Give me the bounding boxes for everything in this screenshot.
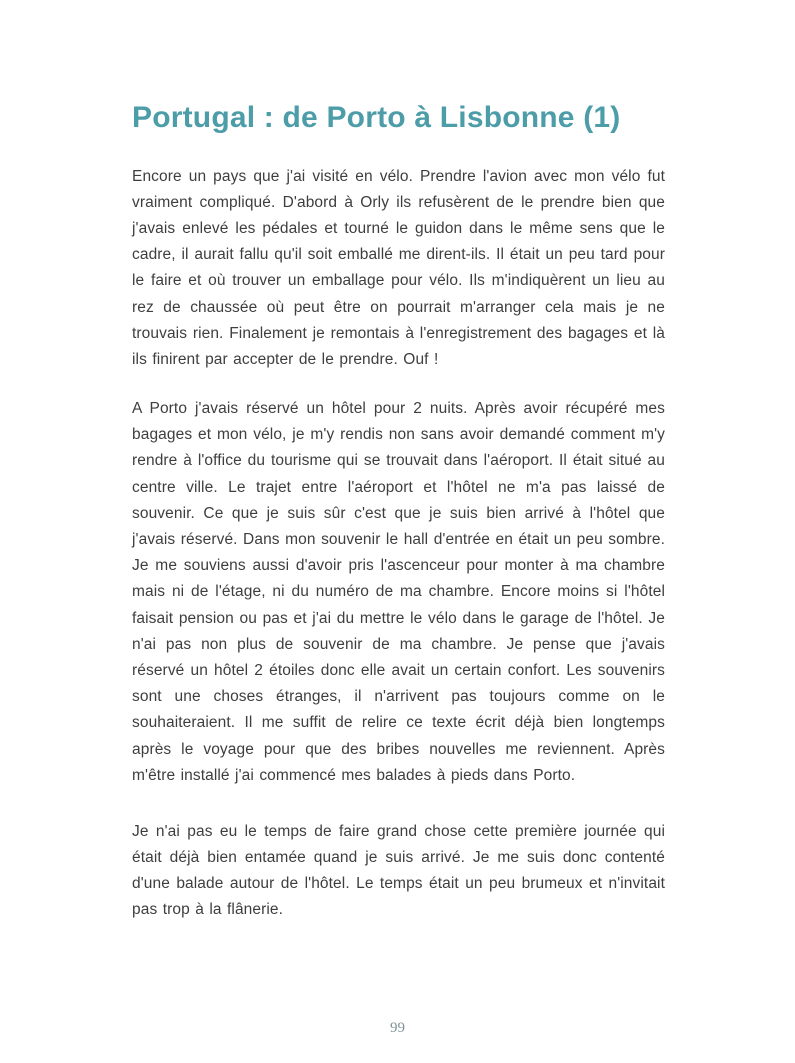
page-title: Portugal : de Porto à Lisbonne (1) xyxy=(132,101,621,134)
body-paragraph-3: Je n'ai pas eu le temps de faire grand chose cette première journée qui était déjà bien entamée quand je suis arrivé. Je me suis donc contenté d'une balade autour de l'hôtel. Le temps était un peu brumeux et n'invitait pas trop à la flânerie. xyxy=(132,822,665,919)
page-number: 99 xyxy=(390,1020,405,1036)
document-content xyxy=(132,98,665,947)
body-paragraph-2: A Porto j'avais réservé un hôtel pour 2 nuits. Après avoir récupéré mes bagages et mon vélo, je m'y rendis non sans avoir demandé comment m'y rendre à l'office du tourisme qui se trouvait dans l'aéroport. Il était situé au centre ville. Le trajet entre l'aéroport et l'hôtel ne m'a pas laissé de souvenir. Ce que je suis sûr c'est que je suis bien arrivé à l'hôtel que j'avais réservé. Dans mon souvenir le hall d'entrée en était un peu sombre. Je me souviens aussi d'avoir pris l'ascenceur pour monter à ma chambre mais ni de l'étage, ni du numéro de ma chambre. Encore moins si l'hôtel faisait pension ou pas et j'ai du mettre le vélo dans le garage de l'hôtel. Je n'ai pas non plus de souvenir de ma chambre. Je pense que j'avais réservé un hôtel 2 étoiles donc elle avait un certain confort. Les souvenirs sont une choses étranges, il n'arrivent pas toujours comme on le souhaiteraient. Il me suffit de relire ce texte écrit déjà bien longtemps après le voyage pour que des bribes nouvelles me reviennent. Après m'être installé j'ai commencé mes balades à pieds dans Porto. xyxy=(132,400,665,784)
body-paragraph-1: Encore un pays que j'ai visité en vélo. Prendre l'avion avec mon vélo fut vraiment compliqué. D'abord à Orly ils refusèrent de le prendre bien que j'avais enlevé les pédales et tourné le guidon dans le même sens que le cadre, il aurait fallu qu'il soit emballé me dirent-ils. Il était un peu tard pour le faire et où trouver un emballage pour vélo. Ils m'indiquèrent un lieu au rez de chaussée où peut être on pourrait m'arranger cela mais je ne trouvais rien. Finalement je remontais à l'enregistrement des bagages et là ils finirent par accepter de le prendre. Ouf ! xyxy=(132,167,665,368)
